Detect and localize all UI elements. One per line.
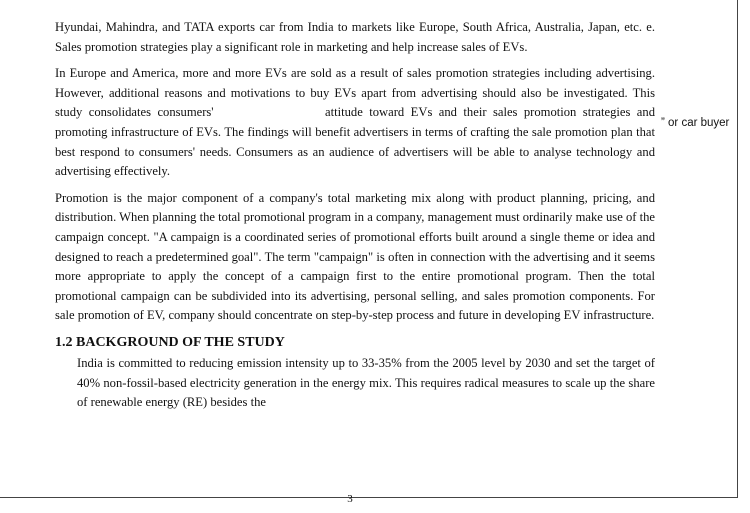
paragraph-2 (55, 64, 655, 182)
section-heading: 1.2 BACKGROUND OF THE STUDY (55, 334, 285, 350)
paragraph-1: Hyundai, Mahindra, and TATA exports car from India to markets like Europe, South Africa, Australia, Japan, etc. e. Sales promotion strategies play a significant role in marketing and help increase sales of EVs. (55, 20, 655, 54)
overflow-text: ” or car buyer (661, 117, 730, 129)
paragraph-2-part-2: attitude toward EVs and their sales promotion strategies and promoting infrastructure of EVs. The findings will benefit advertisers in terms of crafting the sale promotion plan that best respond to consumers' needs. Consumers as an audience of advertisers will be able to analyse technology and advertising effectively. (55, 105, 655, 179)
document-body (55, 18, 655, 420)
section-paragraph: India is committed to reducing emission intensity up to 33-35% from the 2005 level by 2030 and set the target of 40% non-fossil-based electricity generation in the energy mix. This requires radical measures to scale up the share of renewable energy (RE) besides the (77, 355, 655, 410)
page-number: 3 (347, 493, 353, 505)
paragraph-2-part-1: In Europe and America, more and more EVs are sold as a result of sales promotion strategies including advertising. However, additional reasons and motivations to buy EVs apart from advertising should also be investigated. This study consolidates consumers' (55, 66, 655, 120)
paragraph-3: Promotion is the major component of a company's total marketing mix along with product planning, pricing, and distribution. When planning the total promotional program in a company, management must ordinarily make use of the campaign concept. "A campaign is a coordinated series of promotional efforts built around a single theme or idea and designed to reach a predetermined goal". The term "campaign" is often in connection with the advertising and it seems more appropriate to apply the concept of a campaign first to the entire promotional program. Then the total promotional campaign can be subdivided into its advertising, personal selling, and sales promotion components. For sale promotion of EV, company should concentrate on step-by-step process and future in developing EV infrastructure. (55, 190, 655, 323)
